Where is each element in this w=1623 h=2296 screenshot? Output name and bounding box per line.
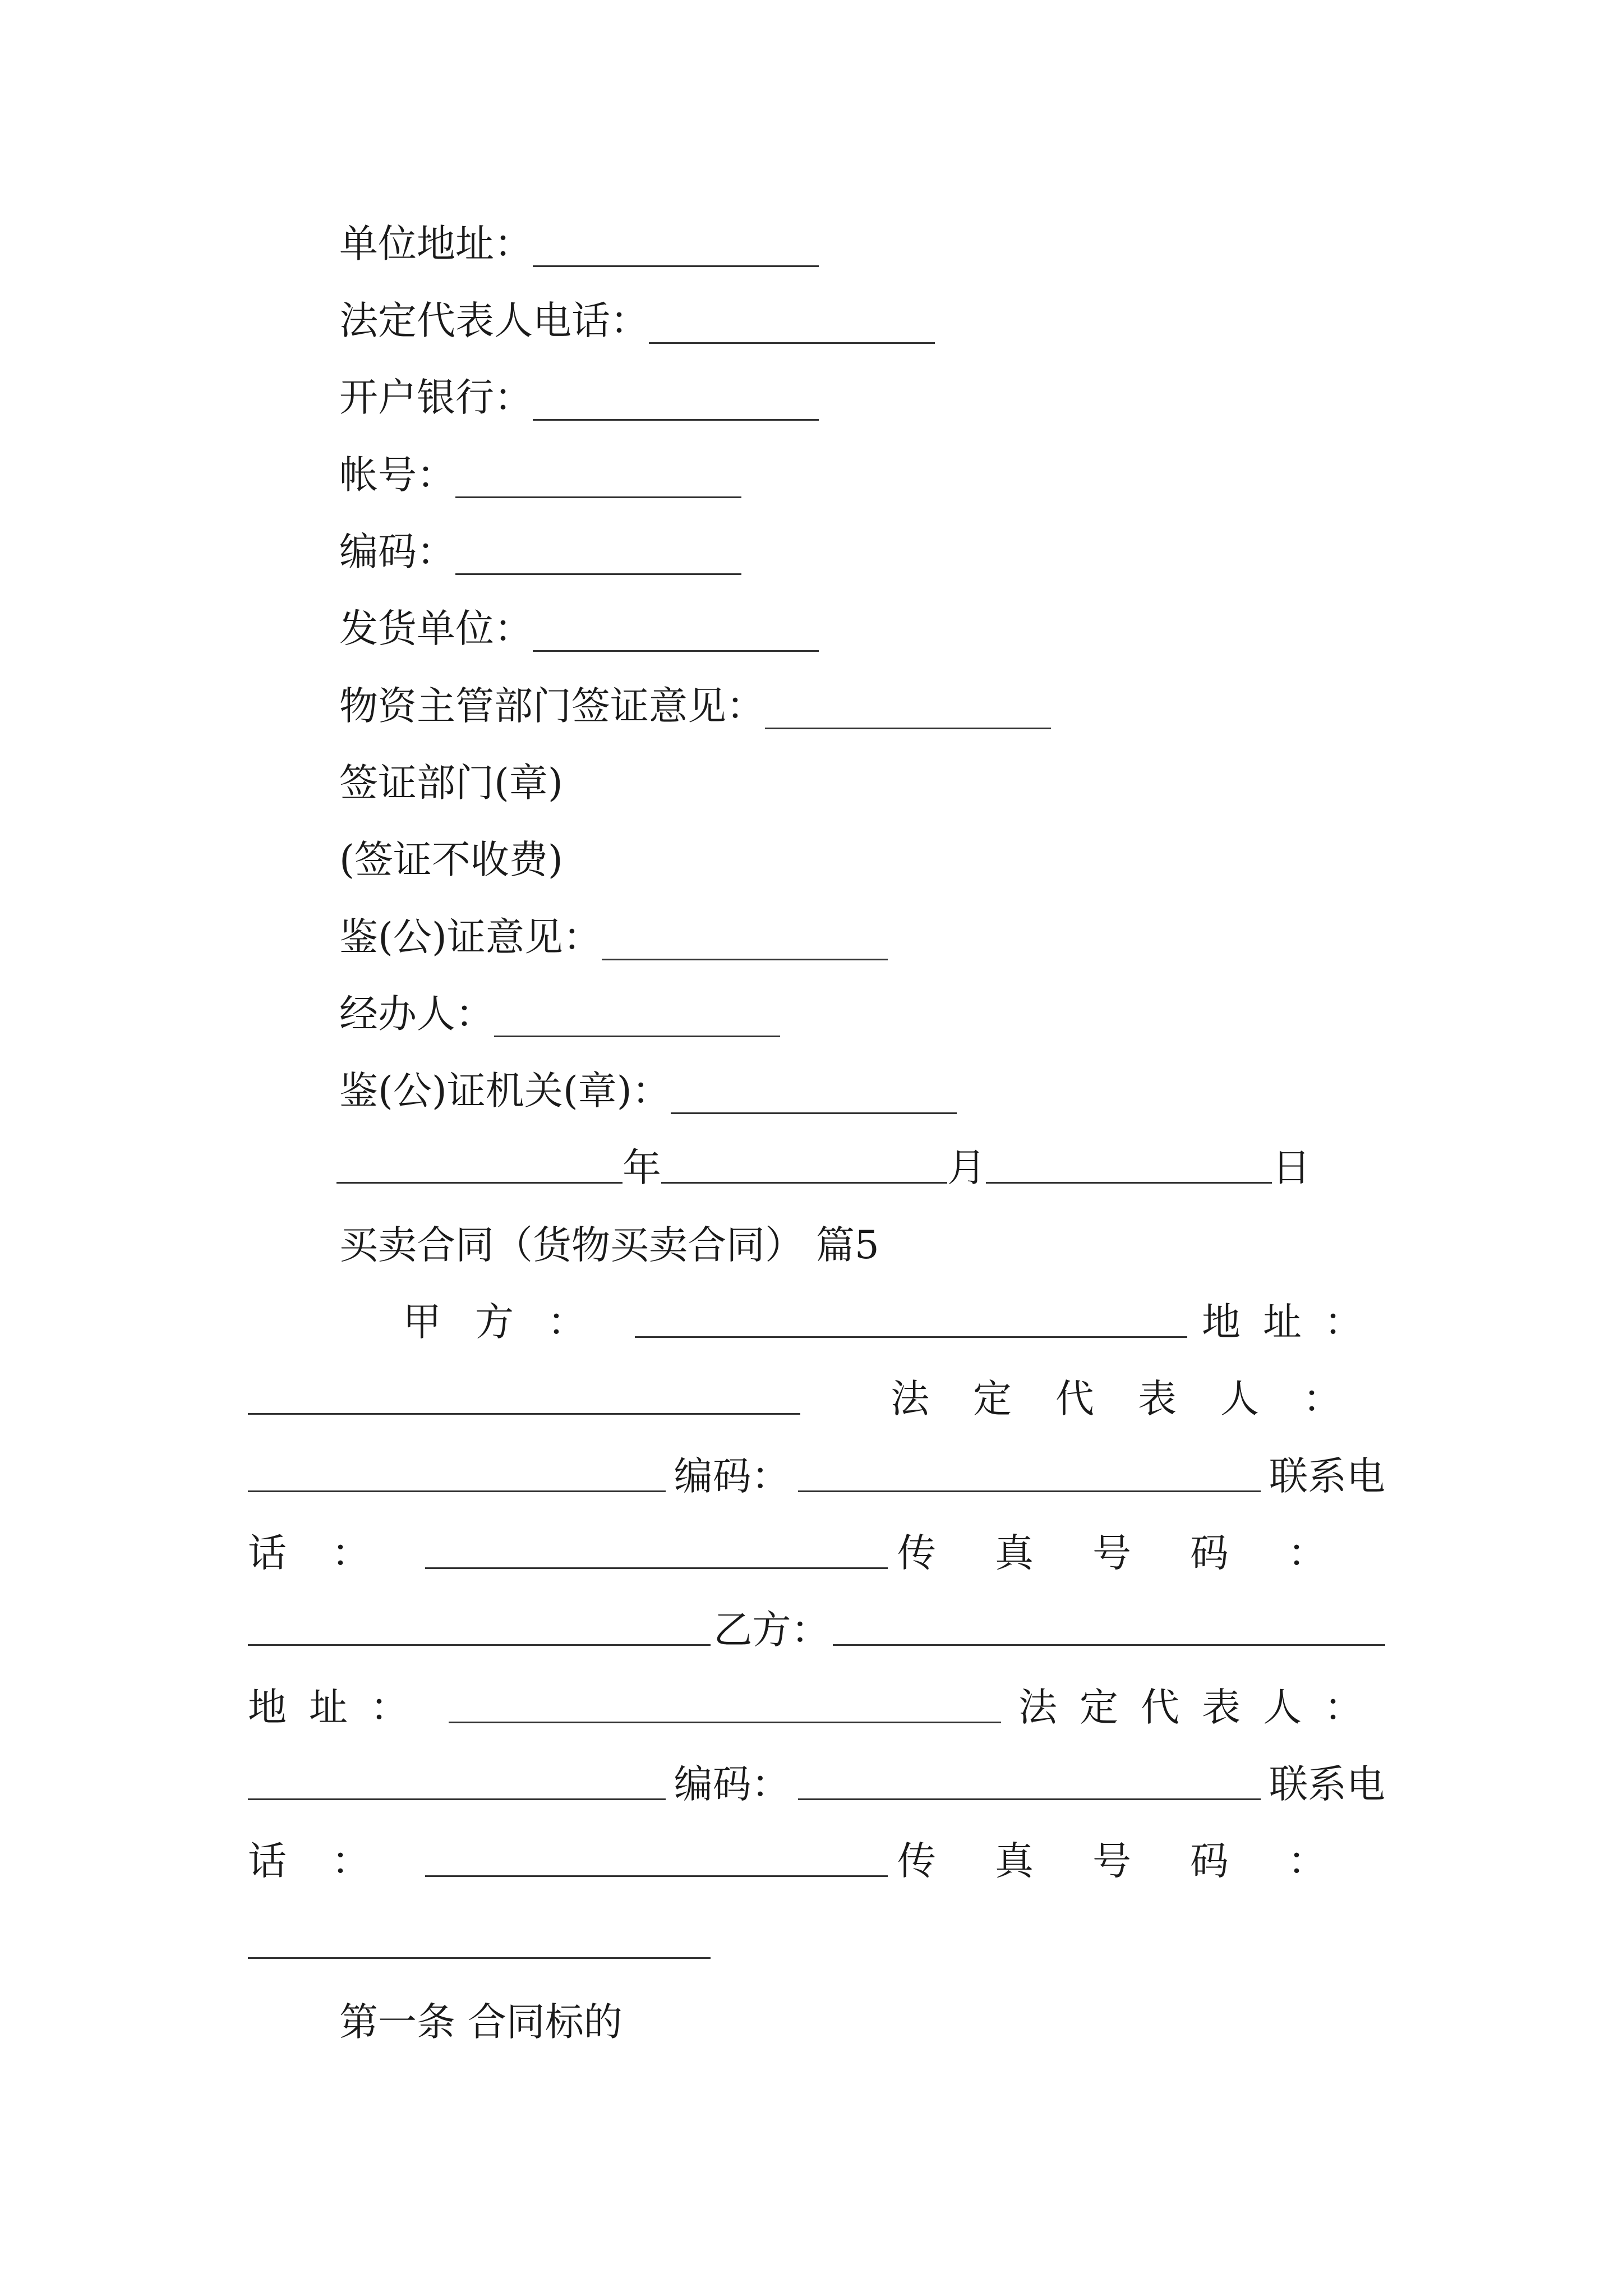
- blank-year: [336, 1181, 623, 1184]
- party-b-line-1: [248, 1680, 1385, 1736]
- field-shipper: [339, 601, 819, 657]
- field-label: 鉴(公)证机关(章)：: [339, 1069, 671, 1114]
- blank-line: [425, 1567, 888, 1569]
- party-b-line-3: [248, 1833, 1385, 1889]
- section-title: 买卖合同（货物买卖合同） 篇5: [339, 1223, 879, 1268]
- blank-line: [425, 1875, 888, 1877]
- blank-line: [798, 1490, 1261, 1492]
- field-label: 编码：: [339, 530, 455, 574]
- blank-line: [248, 1412, 800, 1415]
- party-b-label: 乙方：: [713, 1608, 830, 1653]
- blank-line: [455, 573, 741, 575]
- blank-line: [798, 1798, 1261, 1800]
- party-a-phone-label-1: 联系电: [1269, 1454, 1385, 1499]
- visa-department-seal: 签证部门(章): [339, 761, 563, 806]
- field-label: 物资主管部门签证意见：: [339, 684, 765, 729]
- field-unit-address: [339, 216, 819, 272]
- field-account: [339, 447, 741, 503]
- field-bank: [339, 370, 819, 426]
- party-a-fax-label: 传真号码：: [897, 1531, 1385, 1576]
- visa-free-note: (签证不收费): [339, 838, 563, 882]
- field-label: 经办人：: [339, 992, 494, 1037]
- field-label: 单位地址：: [339, 222, 533, 266]
- field-label: 法定代表人电话：: [339, 298, 649, 343]
- field-label: 发货单位：: [339, 606, 533, 651]
- date-month-label: 月: [947, 1145, 986, 1190]
- blank-line: [248, 1798, 666, 1800]
- blank-line: [248, 1957, 711, 1959]
- blank-line: [765, 727, 1051, 729]
- party-b-line-2: [248, 1756, 1385, 1812]
- field-rep-phone: [339, 293, 935, 349]
- party-a-line-2: [248, 1371, 1385, 1427]
- party-a-line-4: [248, 1525, 1385, 1581]
- field-handler: [339, 986, 780, 1042]
- field-label: 鉴(公)证意见：: [339, 915, 602, 960]
- field-label: 帐号：: [339, 453, 455, 498]
- party-b-line-4: [248, 1910, 711, 1966]
- party-b-phone-label-2: 话：: [248, 1839, 415, 1884]
- party-a-label: 甲方：: [403, 1300, 620, 1345]
- blank-month: [661, 1181, 947, 1184]
- party-a-rep-label: 法定代表人：: [891, 1377, 1385, 1421]
- blank-day: [986, 1181, 1272, 1184]
- blank-line: [533, 650, 819, 652]
- party-a-code-label: 编码：: [674, 1454, 790, 1499]
- blank-line: [649, 342, 935, 344]
- blank-line: [533, 418, 819, 421]
- blank-line: [449, 1721, 1001, 1723]
- field-notary-opinion: [339, 909, 888, 965]
- party-b-address-label: 地址：: [248, 1685, 431, 1730]
- field-label: 开户银行：: [339, 375, 533, 420]
- party-b-fax-label: 传真号码：: [897, 1839, 1385, 1884]
- blank-line: [533, 265, 819, 267]
- blank-line: [455, 496, 741, 498]
- party-a-line-5: [248, 1602, 1385, 1658]
- date-line: [336, 1140, 1324, 1196]
- party-a-phone-label-2: 话：: [248, 1531, 415, 1576]
- party-a-line-1: [403, 1294, 1385, 1350]
- party-b-code-label: 编码：: [674, 1762, 790, 1807]
- blank-line: [671, 1112, 957, 1114]
- blank-line: [248, 1644, 711, 1646]
- party-b-phone-label-1: 联系电: [1269, 1762, 1385, 1807]
- field-code: [339, 524, 741, 580]
- blank-line: [494, 1035, 780, 1037]
- field-notary-seal: [339, 1063, 957, 1119]
- blank-line: [602, 958, 888, 960]
- date-year-label: 年: [623, 1145, 661, 1190]
- blank-line: [833, 1644, 1385, 1646]
- blank-line: [248, 1490, 666, 1492]
- article-1-heading: 第一条 合同标的: [339, 2000, 623, 2045]
- party-a-address-label: 地址：: [1202, 1300, 1385, 1345]
- date-day-label: 日: [1272, 1145, 1311, 1190]
- blank-line: [635, 1336, 1187, 1338]
- field-authority-opinion: [339, 678, 1051, 734]
- party-a-line-3: [248, 1448, 1385, 1504]
- party-b-rep-label: 法定代表人：: [1018, 1685, 1385, 1730]
